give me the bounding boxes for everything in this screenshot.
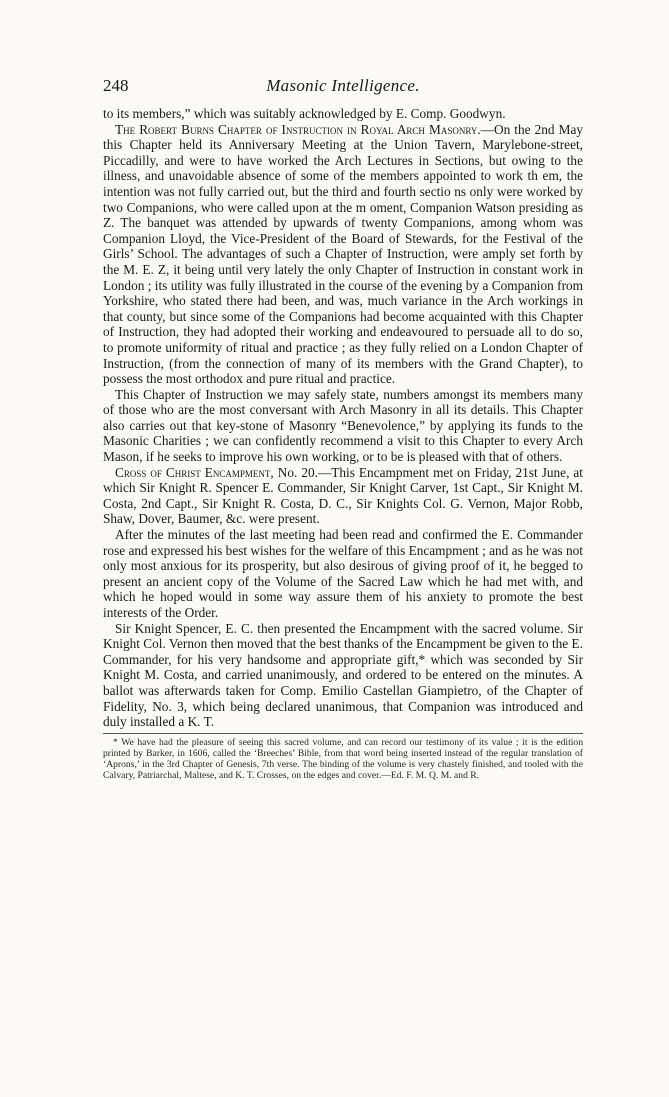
- paragraph-text: No. 20.—This Encampment met on Friday, 21st June, at which Sir Knight R. Spencer E. Commander, Sir Knight Carver, 1st Capt., Sir Knight M. Costa, 2nd Capt., Sir Knight R. Costa, D. C., Sir Knights Col. G. Vernon, Major Robb, Shaw, Dover, Baumer, &c. were present.: [103, 464, 584, 527]
- section-heading-robert-burns: The Robert Burns Chapter of Instruction in Royal Arch Masonry.: [115, 121, 481, 137]
- page-header: [103, 76, 583, 100]
- paragraph-chapter-of-instruction: This Chapter of Instruction we may safely state, numbers amongst its members many of those who are the most conversant with Arch Masonry in all its details. This Chapter also carries out that key-stone of Masonry “Benevolence,” by applying its funds to the Masonic Charities ; we can confidently recommend a visit to this Chapter to every Arch Mason, if he seeks to improve his own working, or to be is pleased with that of others.: [103, 386, 583, 465]
- paragraph-minutes: After the minutes of the last meeting had been read and confirmed the E. Commander rose and expressed his best wishes for the welfare of this Encampment ; and as he was not only most anxious for its prosperity, but also desirous of giving proof of it, he begged to present an ancient copy of the Volume of the Sacred Law which he had met with, and which he hoped would in some way assure them of his anxiety to promote the best interests of the Order.: [103, 527, 583, 620]
- footnote-divider: [103, 733, 583, 734]
- paragraph-continuation: to its members,” which was suitably acknowledged by E. Comp. Goodwyn.: [103, 106, 506, 121]
- paragraph-text: —On the 2nd May this Chapter held its Anniversary Meeting at the Union Tavern, Marylebone-street, Piccadilly, and were to have worked the Arch Lectures in Sections, but owing to the illness, and unavoidable absence of some of the members appointed to work th em, the intention was not fully carried out, but the third and fourth sectio ns only were worked by two Companions, who were called upon at the m oment, Companion Watson presiding as Z. The banquet was attended by upwards of twenty Companions, among whom was Companion Lloyd, the Vice-President of the Board of Stewards, for the Festival of the Girls’ School. The advantages of such a Chapter of Instruction, were amply set forth by the M. E. Z, it being until very lately the only Chapter of Instruction in constant work in London ; its utility was fully illustrated in the course of the evening by a Companion from Yorkshire, who stated there had been, and was, much variance in the Arch workings in that county, but since some of the Companions had become acquainted with this Chapter of Instruction, they had adopted their working and endeavoured to persuade all to do so, to promote uniformity of ritual and practice ; as they fully relied on a London Chapter of Instruction, (from the connection of many of its members with the Grand Chapter), to possess the most orthodox and pure ritual and practice.: [103, 121, 583, 387]
- page-number: 248: [103, 76, 129, 95]
- paragraph-sacred-volume: Sir Knight Spencer, E. C. then presented the Encampment with the sacred volume. Sir Knight Col. Vernon then moved that the best thanks of the Encampment be given to the E. Commander, for his very handsome and appropriate gift,* which was seconded by Sir Knight M. Costa, and carried unanimously, and ordered to be entered on the minutes. A ballot was afterwards taken for Comp. Emilio Castellan Giampietro, of the Chapter of Fidelity, No. 3, which being declared unanimous, that Companion was introduced and duly installed a K. T.: [103, 620, 583, 730]
- section-heading-cross-of-christ: Cross of Christ Encampment,: [115, 464, 274, 480]
- paragraph-robert-burns-chapter: [103, 122, 583, 387]
- article-body: [103, 106, 583, 730]
- paragraph-cross-of-christ: [103, 465, 583, 527]
- running-head: Masonic Intelligence.: [266, 76, 420, 95]
- page: [0, 76, 669, 1097]
- footnote: * We have had the pleasure of seeing this sacred volume, and can record our testimony of its value ; it is the edition printed by Barker, in 1606, called the ‘Breeches’ Bible, from that word being inserted instead of the regular translation of ‘Aprons,’ in the 3rd Chapter of Genesis, 7th verse. The binding of the volume is very chastely finished, and tooled with the Calvary, Patriarchal, Maltese, and K. T. Crosses, on the edges and cover.—Ed. F. M. Q. M. and R.: [103, 736, 583, 782]
